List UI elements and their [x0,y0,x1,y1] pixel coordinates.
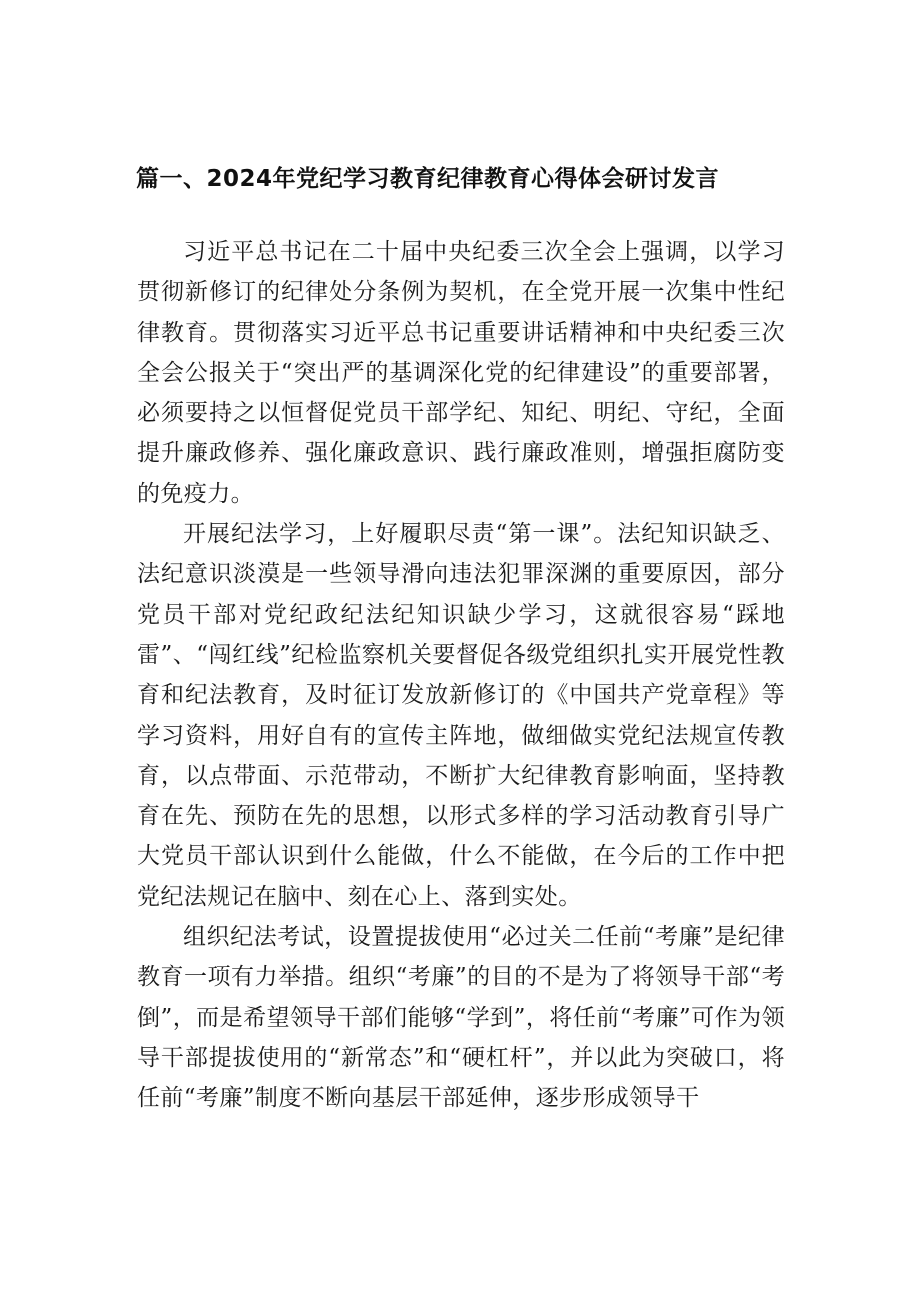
paragraph-1: 习近平总书记在二十届中央纪委三次全会上强调，以学习贯彻新修订的纪律处分条例为契机，在全党开展一次集中性纪律教育。贯彻落实习近平总书记重要讲话精神和中央纪委三次全会公报关于“突出严的基调深化党的纪律建设”的重要部署，必须要持之以恒督促党员干部学纪、知纪、明纪、守纪，全面提升廉政修养、强化廉政意识、践行廉政准则，增强拒腐防变的免疫力。 [137,239,785,507]
document-title: 篇一、2024年党纪学习教育纪律教育心得体会研讨发言 [136,166,720,192]
paragraph-3: 组织纪法考试，设置提拔使用“必过关二任前“考廉”是纪律教育一项有力举措。组织“考廉”的目的不是为了将领导干部“考倒”，而是希望领导干部们能够“学到”，将任前“考廉”可作为领导干部提拔使用的“新常态”和“硬杠杆”，并以此为突破口，将任前“考廉”制度不断向基层干部延伸，逐步形成领导干 [137,924,785,1112]
document-body [137,232,785,1119]
paragraph-2: 开展纪法学习，上好履职尽责“第一课”。法纪知识缺乏、法纪意识淡漠是一些领导滑向违法犯罪深渊的重要原因，部分党员干部对党纪政纪法纪知识缺少学习，这就很容易“踩地雷”、“闯红线”纪检监察机关要督促各级党组织扎实开展党性教育和纪法教育，及时征订发放新修订的《中国共产党章程》等学习资料，用好自有的宣传主阵地，做细做实党纪法规宣传教育，以点带面、示范带动，不断扩大纪律教育影响面，坚持教育在先、预防在先的思想，以形式多样的学习活动教育引导广大党员干部认识到什么能做，什么不能做，在今后的工作中把党纪法规记在脑中、刻在心上、落到实处。 [137,521,785,910]
